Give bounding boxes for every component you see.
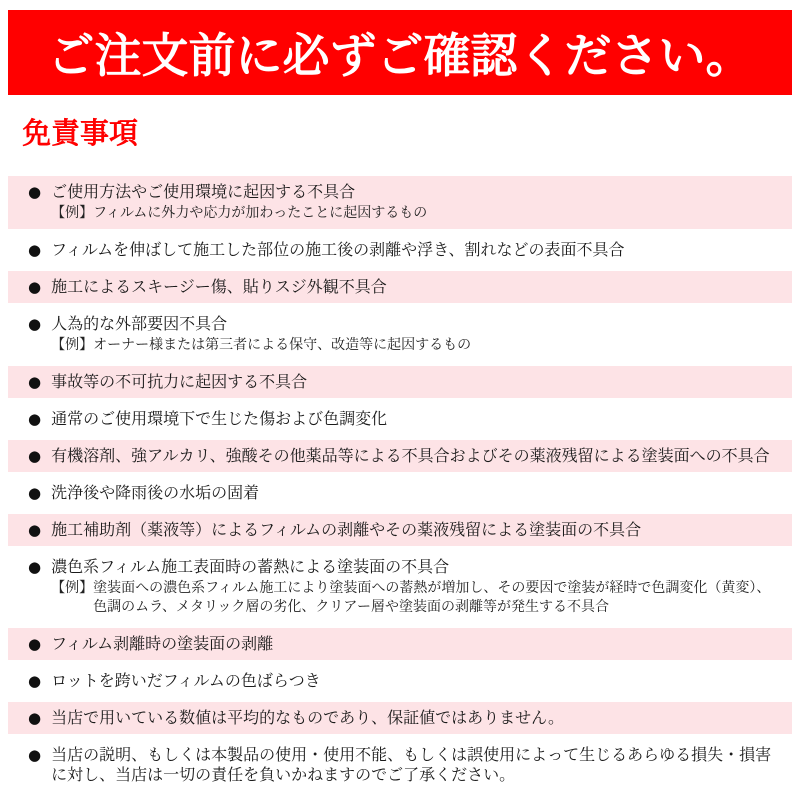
item-text: フィルム剥離時の塗装面の剥離 [51, 634, 274, 653]
bullet-icon: ● [28, 241, 42, 259]
item-text: フィルムを伸ばして施工した部位の施工後の剥離や浮き、割れなどの表面不具合 [51, 240, 625, 259]
item-texts [51, 520, 782, 540]
item-text: 濃色系フィルム施工表面時の蓄熱による塗装面の不具合 [51, 557, 450, 576]
item-text: 施工によるスキージー傷、貼りスジ外観不具合 [51, 277, 387, 296]
item-text: 洗浄後や降雨後の水垢の固着 [51, 483, 260, 502]
item-text: 施工補助剤（薬液等）によるフィルムの剥離やその薬液残留による塗装面の不具合 [51, 520, 642, 539]
bullet-icon: ● [28, 746, 42, 764]
item-text: 当店で用いている数値は平均的なものであり、保証値ではありません。 [51, 708, 565, 727]
item-text: ロットを跨いだフィルムの色ばらつき [51, 671, 321, 690]
list-item [8, 514, 792, 546]
item-text: 人為的な外部要因不具合 [51, 314, 228, 333]
disclaimer-list [0, 176, 800, 791]
bullet-icon: ● [28, 484, 42, 502]
bullet-icon: ● [28, 315, 42, 333]
bullet-icon: ● [28, 410, 42, 428]
banner-text: ご注文前に必ずご確認ください。 [47, 29, 753, 84]
item-example: 【例】オーナー様または第三者による保守、改造等に起因するもの [51, 337, 472, 353]
item-texts [51, 182, 782, 223]
item-texts [51, 277, 782, 297]
confirmation-banner [8, 10, 792, 95]
item-texts [51, 708, 782, 728]
bullet-icon: ● [28, 558, 42, 576]
item-text: 通常のご使用環境下で生じた傷および色調変化 [51, 409, 388, 428]
bullet-icon: ● [28, 709, 42, 727]
item-texts [51, 409, 782, 429]
list-item [8, 271, 792, 303]
item-texts [51, 314, 782, 355]
item-example: 【例】塗装面への濃色系フィルム施工により塗装面への蓄熱が増加し、その要因で塗装が経時で色調変化（黄変）、色調のムラ、メタリック層の劣化、クリアー層や塗装面の剥離等が発生する不具合 [51, 580, 771, 615]
item-texts [51, 372, 782, 392]
bullet-icon: ● [28, 278, 42, 296]
item-text: 事故等の不可抗力に起因する不具合 [51, 372, 308, 391]
item-texts [51, 446, 782, 466]
item-texts [51, 671, 782, 691]
item-text: 有機溶剤、強アルカリ、強酸その他薬品等による不具合およびその薬液残留による塗装面への不具合 [51, 446, 770, 465]
list-item [8, 628, 792, 660]
bullet-icon: ● [28, 447, 42, 465]
item-texts [51, 634, 782, 654]
list-item [8, 176, 792, 229]
bullet-icon: ● [28, 183, 42, 201]
bullet-icon: ● [28, 521, 42, 539]
bullet-icon: ● [28, 373, 42, 391]
list-item [8, 403, 792, 435]
list-item [8, 551, 792, 623]
bullet-icon: ● [28, 635, 42, 653]
list-item [8, 739, 792, 791]
item-texts [51, 240, 782, 260]
item-texts [51, 557, 782, 617]
list-item [8, 308, 792, 361]
item-text: 当店の説明、もしくは本製品の使用・使用不能、もしくは誤使用によって生じるあらゆる損失・損害に対し、当店は一切の責任を負いかねますのでご了承ください。 [51, 745, 772, 784]
item-example: 【例】フィルムに外力や応力が加わったことに起因するもの [51, 205, 428, 221]
bullet-icon: ● [28, 672, 42, 690]
list-item [8, 234, 792, 266]
list-item [8, 477, 792, 509]
list-item [8, 665, 792, 697]
list-item [8, 702, 792, 734]
list-item [8, 366, 792, 398]
item-texts [51, 745, 782, 785]
disclaimer-heading: 免責事項 [22, 116, 139, 150]
item-text: ご使用方法やご使用環境に起因する不具合 [51, 182, 356, 201]
item-texts [51, 483, 782, 503]
list-item [8, 440, 792, 472]
